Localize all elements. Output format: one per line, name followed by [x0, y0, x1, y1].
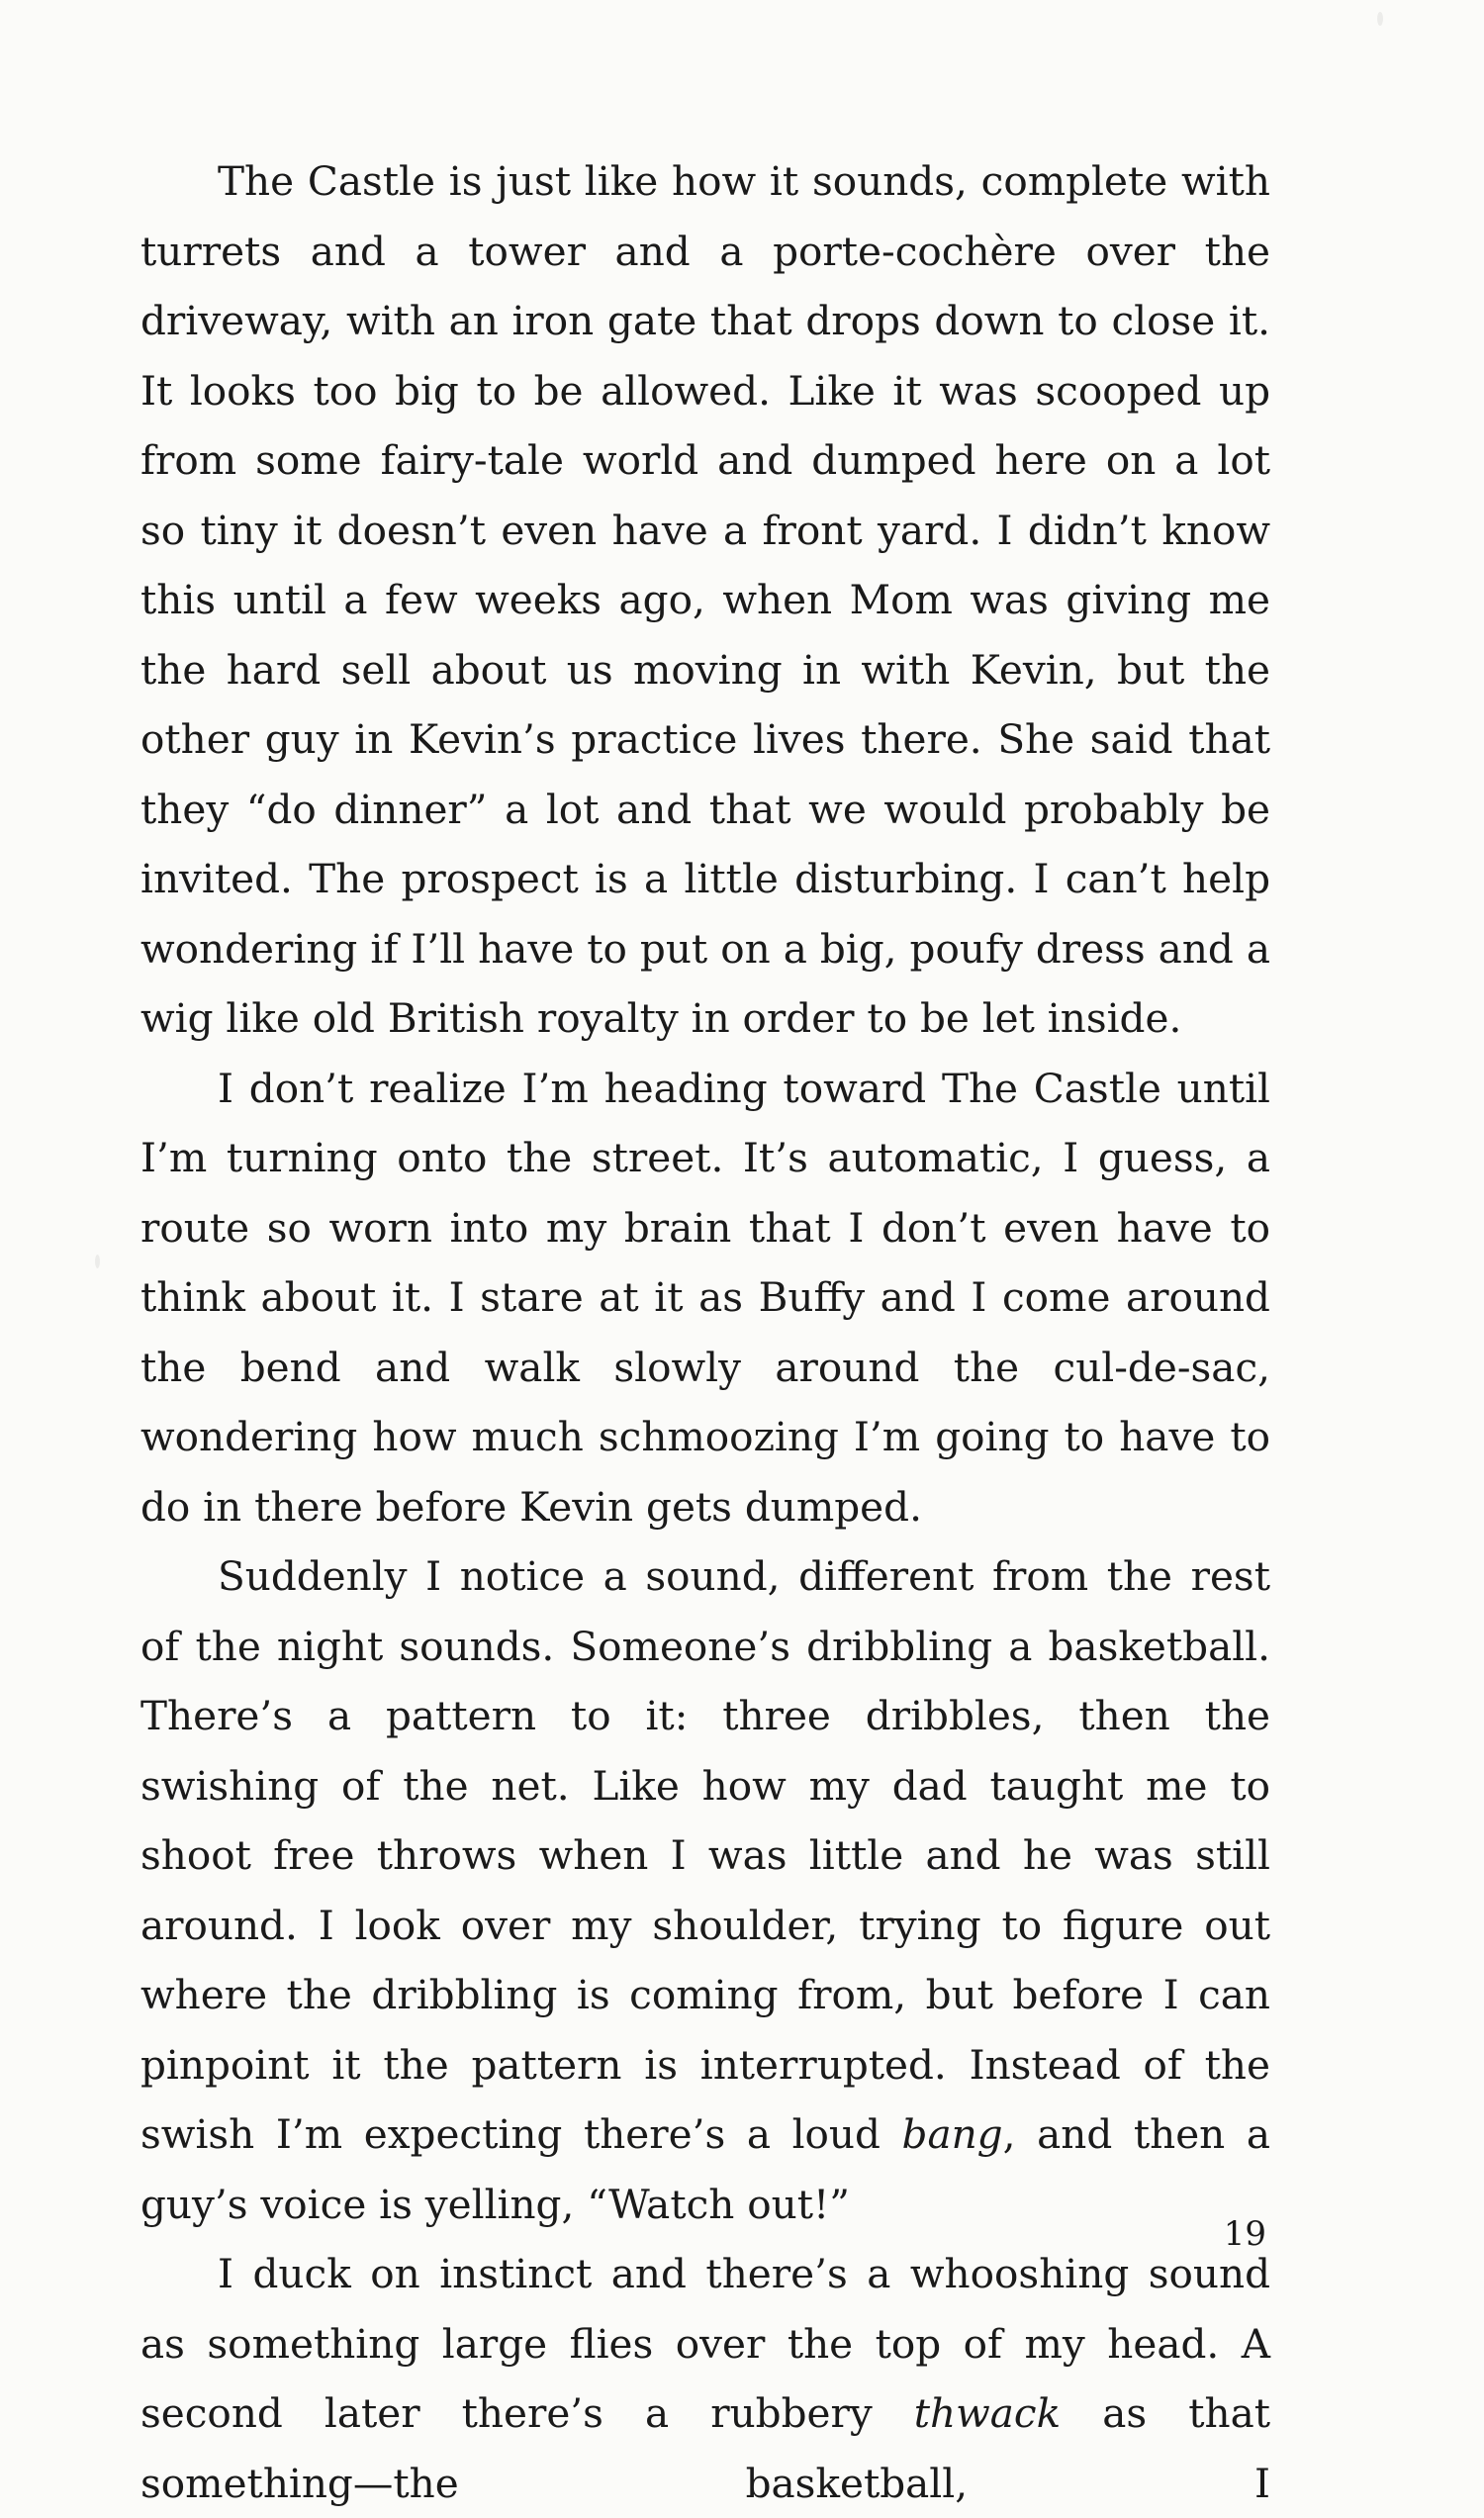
italic-text-run: bang: [901, 2110, 1003, 2158]
paragraph-2: [140, 1054, 1270, 1542]
text-run: I duck on instinct and there’s a whooshing sound as something large flies over the top of my head. A second later there’s a rubbery: [140, 2250, 1270, 2437]
paper-mark: [95, 1255, 100, 1268]
text-run: I don’t realize I’m heading toward The Castle until I’m turning onto the street. It’s automatic, I guess, a route so worn into my brain that I don’t even have to think about it. I stare at it as Buffy and I come around the bend and walk slowly around the cul-de-sac, wondering how much schmoozing I’m going to have to do in there before Kevin gets dumped.: [140, 1064, 1270, 1531]
page-number: 19: [1223, 2214, 1266, 2254]
paragraph-3: [140, 1541, 1270, 2239]
text-run: Suddenly I notice a sound, different from the rest of the night sounds. Someone’s dribbling a basketball. There’s a pattern to it: three dribbles, then the swishing of the net. Like how my dad taught me to shoot free throws when I was little and he was still around. I look over my shoulder, trying to figure out where the dribbling is coming from, but before I can pinpoint it the pattern is interrupted. Instead of the swish I’m expecting there’s a loud: [140, 1552, 1270, 2158]
paragraph-4: [140, 2239, 1270, 2518]
text-run: as that something—the basketball, I: [140, 2389, 1270, 2507]
paragraph-1: [140, 146, 1270, 1054]
text-run: The Castle is just like how it sounds, complete with turrets and a tower and a porte-cochère over the driveway, with an iron gate that drops down to close it. It looks too big to be allowed. Like it was scooped up from some fairy-tale world and dumped here on a lot so tiny it doesn’t even have a front yard. I didn’t know this until a few weeks ago, when Mom was giving me the hard sell about us moving in with Kevin, but the other guy in Kevin’s practice lives there. She said that they “do dinner” a lot and that we would probably be invited. The prospect is a little disturbing. I can’t help wondering if I’ll have to put on a big, poufy dress and a wig like old British royalty in order to be let inside.: [140, 157, 1270, 1042]
text-run: , and then a guy’s voice is yelling, “Watch out!”: [140, 2110, 1270, 2228]
paper-mark: [1377, 12, 1383, 26]
body-text: [140, 146, 1270, 2518]
italic-text-run: thwack: [913, 2389, 1062, 2437]
